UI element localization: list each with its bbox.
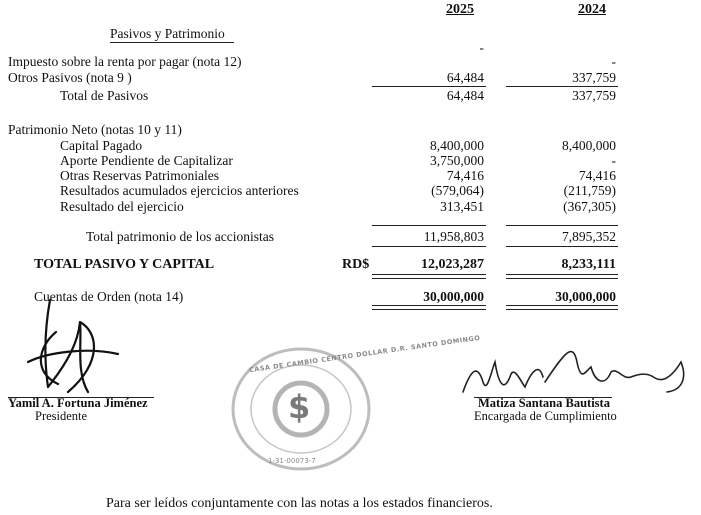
value-period-result-2025: 313,451 <box>440 199 484 214</box>
seal-number: 1-31-00073-7 <box>268 457 316 465</box>
value-paid-capital-2024: 8,400,000 <box>562 138 616 153</box>
seal-dollar-icon: $ <box>288 388 311 426</box>
row-label-income-tax: Impuesto sobre la renta por pagar (nota 12) <box>8 54 242 69</box>
double-rule-2025 <box>372 274 486 279</box>
value-accumulated-results-2024: (211,759) <box>563 183 616 198</box>
seal-text: CASA DE CAMBIO CENTRO DOLLAR D.R. SANTO DOMINGO <box>248 333 481 375</box>
value-income-tax-2024: - <box>611 54 616 69</box>
row-label-other-liabilities: Otros Pasivos (nota 9 ) <box>8 70 132 85</box>
row-label-pending-contribution: Aporte Pendiente de Capitalizar <box>60 153 233 168</box>
row-label-accumulated-results: Resultados acumulados ejercicios anteriores <box>60 183 299 198</box>
row-label-grand-total: TOTAL PASIVO Y CAPITAL <box>34 257 215 272</box>
column-header-2024: 2024 <box>578 2 606 17</box>
value-order-accounts-2025: 30,000,000 <box>423 289 484 304</box>
value-pending-contribution-2024: - <box>611 153 616 168</box>
value-grand-total-2025: 12,023,287 <box>421 257 484 272</box>
signature-line-president <box>8 397 154 398</box>
double-rule-2025 <box>372 305 486 310</box>
rule-2024 <box>506 246 618 247</box>
value-total-equity-2025: 11,958,803 <box>423 229 484 244</box>
signatory-name-president: Yamil A. Fortuna Jiménez <box>8 396 148 410</box>
value-total-equity-2024: 7,895,352 <box>562 229 616 244</box>
rule-2025 <box>372 246 486 247</box>
value-grand-total-2024: 8,233,111 <box>561 257 616 272</box>
value-other-reserves-2025: 74,416 <box>446 168 484 183</box>
double-rule-2024 <box>506 274 618 279</box>
signatory-title-president: Presidente <box>35 409 88 423</box>
company-seal <box>226 333 481 474</box>
value-period-result-2024: (367,305) <box>563 199 616 214</box>
row-label-total-liabilities: Total de Pasivos <box>60 88 149 103</box>
rule-2024 <box>506 225 618 226</box>
row-label-paid-capital: Capital Pagado <box>60 138 143 153</box>
row-label-total-equity: Total patrimonio de los accionistas <box>86 229 275 244</box>
value-paid-capital-2025: 8,400,000 <box>430 138 484 153</box>
double-rule-2024 <box>506 305 618 310</box>
signature-president <box>8 292 148 402</box>
rule-2024 <box>506 86 618 87</box>
rule-2025 <box>372 225 486 226</box>
footer-note: Para ser leídos conjuntamente con las notas a los estados financieros. <box>106 496 493 511</box>
rule-2025 <box>372 86 486 87</box>
section-title: Pasivos y Patrimonio <box>110 26 225 41</box>
row-label-order-accounts: Cuentas de Orden (nota 14) <box>34 289 184 304</box>
row-label-period-result: Resultado del ejercicio <box>60 199 184 214</box>
value-other-liabilities-2024: 337,759 <box>572 70 616 85</box>
signatory-name-compliance: Matiza Santana Bautista <box>478 396 610 410</box>
value-income-tax-2025: - <box>479 40 484 55</box>
currency-label: RD$ <box>342 257 370 272</box>
row-label-other-reserves: Otras Reservas Patrimoniales <box>60 168 219 183</box>
column-header-2025: 2025 <box>446 2 474 17</box>
value-total-liabilities-2024: 337,759 <box>572 88 616 103</box>
value-total-liabilities-2025: 64,484 <box>446 88 484 103</box>
value-order-accounts-2024: 30,000,000 <box>555 289 616 304</box>
value-pending-contribution-2025: 3,750,000 <box>430 153 484 168</box>
value-accumulated-results-2025: (579,064) <box>431 183 484 198</box>
section-title-underline <box>110 42 234 43</box>
equity-title: Patrimonio Neto (notas 10 y 11) <box>8 122 182 137</box>
value-other-liabilities-2025: 64,484 <box>446 70 484 85</box>
value-other-reserves-2024: 74,416 <box>578 168 616 183</box>
signatory-title-compliance: Encargada de Cumplimiento <box>474 409 617 423</box>
